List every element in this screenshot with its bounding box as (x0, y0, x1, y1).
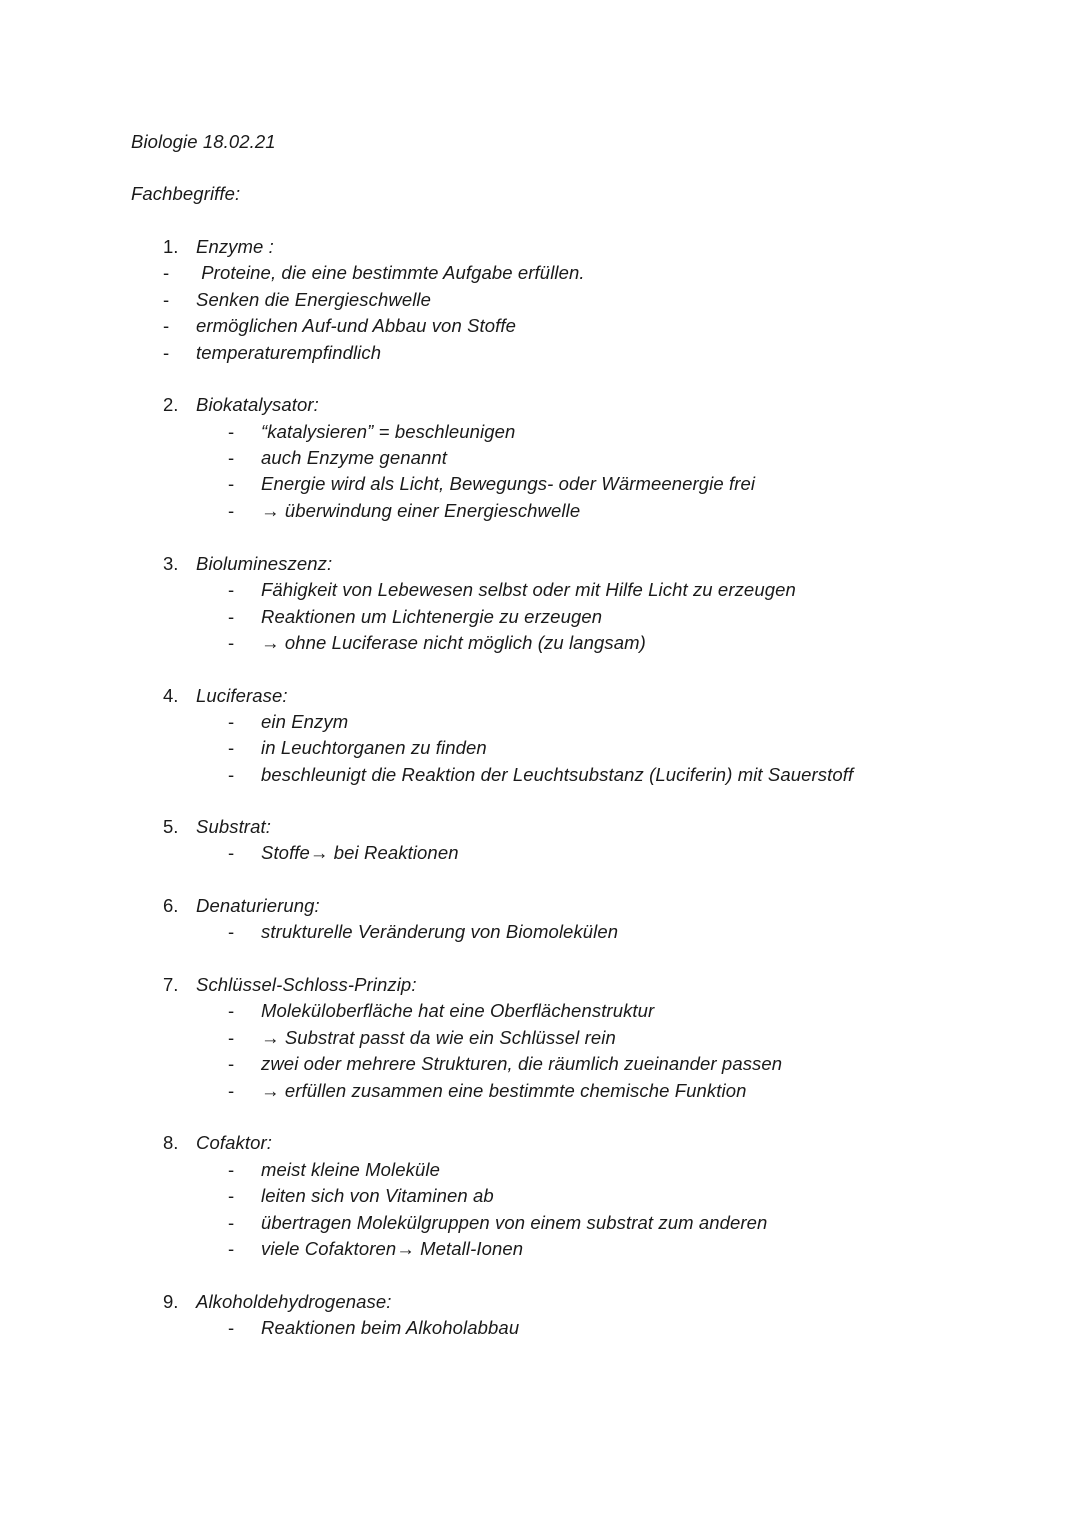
bullet-point: “katalysieren” = beschleunigen (261, 421, 516, 442)
bullet-point: zwei oder mehrere Strukturen, die räumlich zueinander passen (261, 1053, 783, 1074)
bullet-point: → überwindung einer Energieschwelle (261, 500, 581, 521)
bullet-dash: - (228, 764, 235, 785)
bullet-dash: - (228, 421, 235, 442)
bullet-point: in Leuchtorganen zu finden (261, 737, 487, 758)
bullet-point: ein Enzym (261, 711, 349, 732)
bullet-point: Senken die Energieschwelle (196, 289, 432, 310)
term-title: Biokatalysator: (196, 394, 319, 415)
bullet-dash: - (228, 606, 235, 627)
bullet-dash: - (228, 1000, 235, 1021)
section-heading: Fachbegriffe: (131, 183, 241, 204)
bullet-point: beschleunigt die Reaktion der Leuchtsubstanz (Luciferin) mit Sauerstoff (261, 764, 854, 785)
bullet-point: Reaktionen beim Alkoholabbau (261, 1317, 520, 1338)
term-title: Biolumineszenz: (196, 553, 333, 574)
bullet-point: Reaktionen um Lichtenergie zu erzeugen (261, 606, 603, 627)
bullet-point: → Substrat passt da wie ein Schlüssel rein (261, 1027, 616, 1048)
bullet-point: Proteine, die eine bestimmte Aufgabe erfüllen. (196, 262, 585, 283)
term-title: Denaturierung: (196, 895, 320, 916)
bullet-point: Fähigkeit von Lebewesen selbst oder mit Hilfe Licht zu erzeugen (261, 579, 796, 600)
term-number: 3. (163, 553, 179, 574)
term-number: 1. (163, 236, 179, 257)
bullet-dash: - (228, 1053, 235, 1074)
term-number: 5. (163, 816, 179, 837)
term-title: Schlüssel-Schloss-Prinzip: (196, 974, 417, 995)
bullet-dash: - (163, 262, 170, 283)
bullet-dash: - (163, 342, 170, 363)
bullet-point: → erfüllen zusammen eine bestimmte chemische Funktion (261, 1080, 747, 1101)
term-title: Enzyme : (196, 236, 274, 257)
bullet-dash: - (228, 1185, 235, 1206)
bullet-dash: - (228, 579, 235, 600)
term-title: Luciferase: (196, 685, 288, 706)
term-number: 2. (163, 394, 179, 415)
term-title: Cofaktor: (196, 1132, 272, 1153)
bullet-point: auch Enzyme genannt (261, 447, 447, 468)
bullet-dash: - (228, 447, 235, 468)
bullet-dash: - (228, 500, 235, 521)
bullet-point: Moleküloberfläche hat eine Oberflächenstruktur (261, 1000, 655, 1021)
bullet-dash: - (228, 921, 235, 942)
document-title: Biologie 18.02.21 (131, 131, 276, 152)
term-title: Alkoholdehydrogenase: (196, 1291, 392, 1312)
term-number: 9. (163, 1291, 179, 1312)
bullet-dash: - (228, 842, 235, 863)
term-number: 4. (163, 685, 179, 706)
term-number: 6. (163, 895, 179, 916)
bullet-dash: - (228, 1238, 235, 1259)
term-title: Substrat: (196, 816, 271, 837)
term-number: 7. (163, 974, 179, 995)
bullet-dash: - (228, 1212, 235, 1233)
bullet-point: leiten sich von Vitaminen ab (261, 1185, 494, 1206)
bullet-dash: - (228, 711, 235, 732)
bullet-point: ermöglichen Auf-und Abbau von Stoffe (196, 315, 517, 336)
bullet-point: → ohne Luciferase nicht möglich (zu langsam) (261, 632, 646, 653)
bullet-point: Stoffe→ bei Reaktionen (261, 842, 459, 863)
bullet-dash: - (228, 1027, 235, 1048)
bullet-dash: - (228, 473, 235, 494)
bullet-point: viele Cofaktoren→ Metall-Ionen (261, 1238, 524, 1259)
bullet-dash: - (163, 289, 170, 310)
bullet-point: übertragen Molekülgruppen von einem substrat zum anderen (261, 1212, 768, 1233)
bullet-dash: - (163, 315, 170, 336)
bullet-point: temperaturempfindlich (196, 342, 382, 363)
bullet-dash: - (228, 1159, 235, 1180)
bullet-point: Energie wird als Licht, Bewegungs- oder Wärmeenergie frei (261, 473, 756, 494)
bullet-point: strukturelle Veränderung von Biomolekülen (261, 921, 619, 942)
bullet-dash: - (228, 737, 235, 758)
bullet-point: meist kleine Moleküle (261, 1159, 440, 1180)
term-number: 8. (163, 1132, 179, 1153)
bullet-dash: - (228, 1317, 235, 1338)
bullet-dash: - (228, 1080, 235, 1101)
bullet-dash: - (228, 632, 235, 653)
